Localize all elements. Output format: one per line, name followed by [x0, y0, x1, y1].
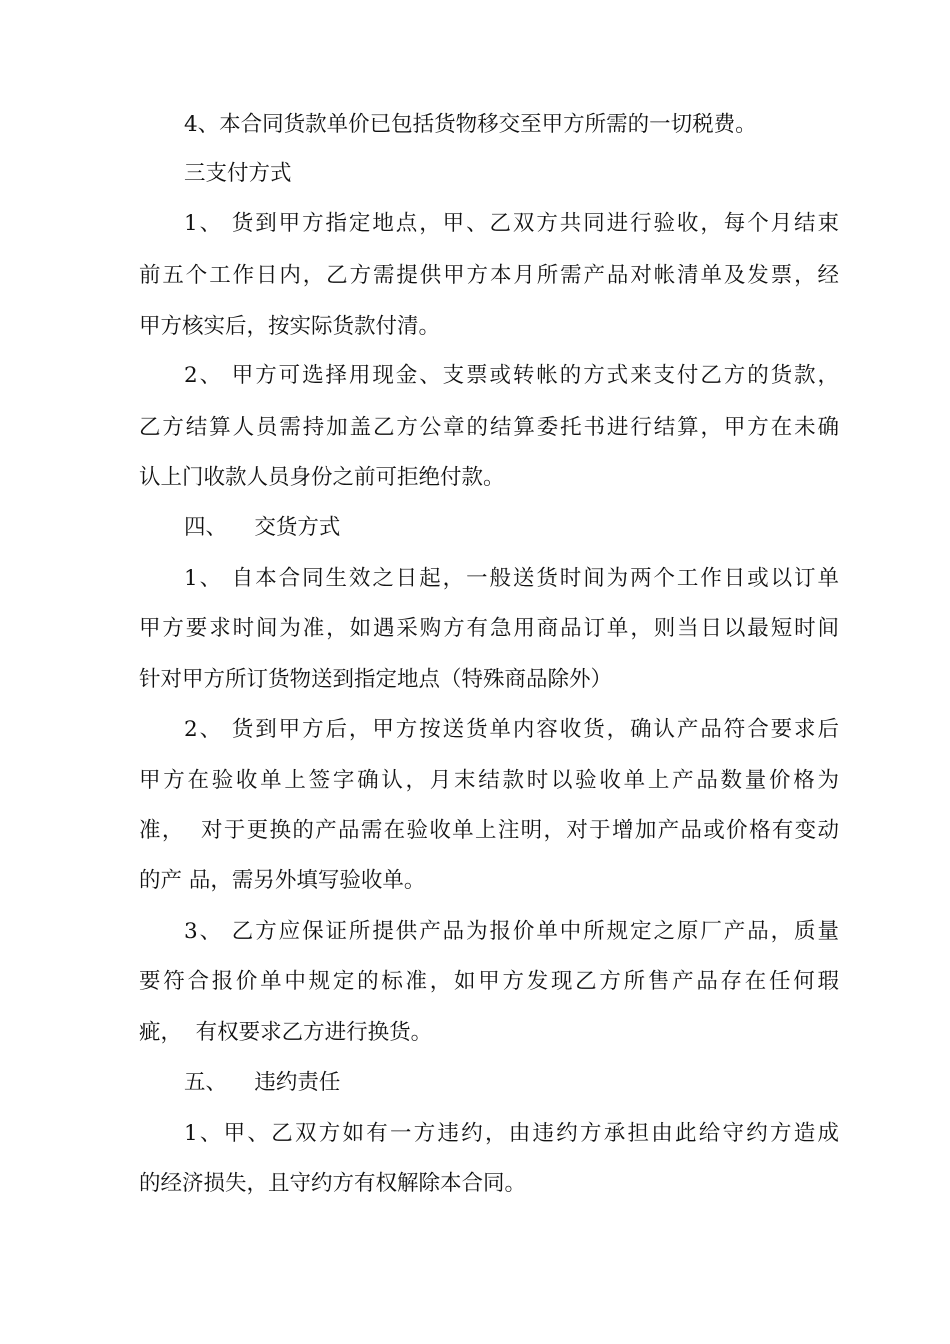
payment-clause-2-line-3: 认上门收款人员身份之前可拒绝付款。	[139, 465, 505, 490]
section-heading-payment: 三支付方式	[184, 161, 292, 186]
payment-clause-1-line-2: 前五个工作日内，乙方需提供甲方本月所需产品对帐清单及发票，经	[139, 263, 839, 288]
delivery-clause-1-line-1: 1、 自本合同生效之日起，一般送货时间为两个工作日或以订单	[184, 566, 839, 591]
delivery-clause-3-line-2: 要符合报价单中规定的标准，如甲方发现乙方所售产品存在任何瑕	[139, 969, 839, 994]
delivery-clause-3-line-3: 疵， 有权要求乙方进行换货。	[139, 1020, 433, 1045]
delivery-clause-2-line-2: 甲方在验收单上签字确认，月末结款时以验收单上产品数量价格为	[139, 768, 839, 793]
section-heading-breach: 五、 违约责任	[184, 1070, 341, 1095]
delivery-clause-2-line-3: 准， 对于更换的产品需在验收单上注明，对于增加产品或价格有变动	[139, 818, 839, 843]
delivery-clause-1-line-3: 针对甲方所订货物送到指定地点（特殊商品除外）	[139, 667, 613, 692]
delivery-clause-1-line-2: 甲方要求时间为准，如遇采购方有急用商品订单，则当日以最短时间	[139, 616, 839, 641]
breach-clause-1-line-1: 1、甲、乙双方如有一方违约，由违约方承担由此给守约方造成	[184, 1121, 839, 1146]
payment-clause-1-line-1: 1、 货到甲方指定地点，甲、乙双方共同进行验收，每个月结束	[184, 211, 839, 236]
payment-clause-1-line-3: 甲方核实后，按实际货款付清。	[139, 314, 441, 339]
payment-clause-2-line-1: 2、 甲方可选择用现金、支票或转帐的方式来支付乙方的货款，	[184, 363, 839, 388]
delivery-clause-2-line-4: 的产 品，需另外填写验收单。	[139, 868, 426, 893]
payment-clause-2-line-2: 乙方结算人员需持加盖乙方公章的结算委托书进行结算，甲方在未确	[139, 415, 839, 440]
clause-4-tax-line: 4、本合同货款单价已包括货物移交至甲方所需的一切税费。	[184, 112, 757, 137]
delivery-clause-3-line-1: 3、 乙方应保证所提供产品为报价单中所规定之原厂产品，质量	[184, 919, 839, 944]
delivery-clause-2-line-1: 2、 货到甲方后，甲方按送货单内容收货，确认产品符合要求后	[184, 717, 839, 742]
breach-clause-1-line-2: 的经济损失，且守约方有权解除本合同。	[139, 1171, 527, 1196]
section-heading-delivery: 四、 交货方式	[184, 515, 341, 540]
